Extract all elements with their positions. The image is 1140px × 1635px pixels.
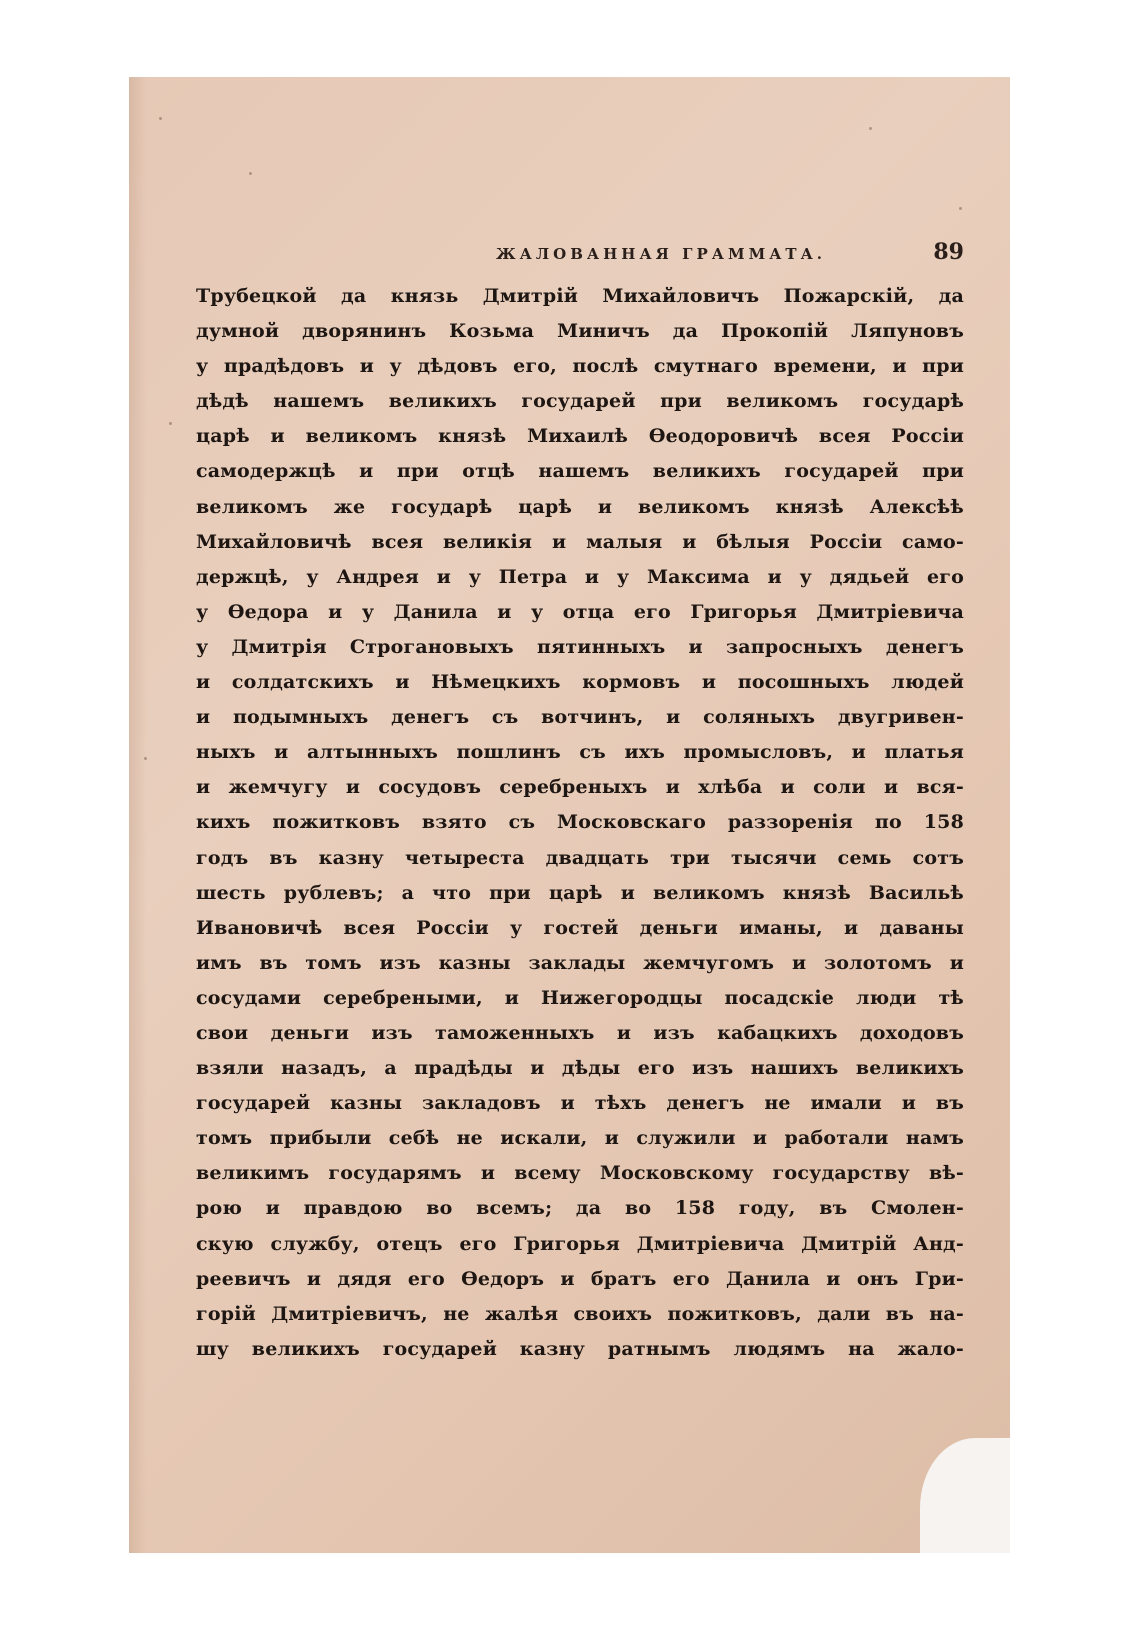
paper-speck <box>869 127 872 130</box>
text-line: и солдатскихъ и Нѣмецкихъ кормовъ и посошныхъ людей <box>196 671 964 694</box>
text-line: взяли назадъ, а прадѣды и дѣды его изъ нашихъ великихъ <box>196 1057 964 1080</box>
text-line: у Ѳедора и у Данила и у отца его Григорья Дмитріевича <box>196 600 964 623</box>
text-line: томъ прибыли себѣ не искали, и служили и работали намъ <box>196 1127 964 1150</box>
text-line: Ивановичѣ всея Россіи у гостей деньги иманы, и даваны <box>196 916 964 939</box>
text-line: царѣ и великомъ князѣ Михаилѣ Ѳеодоровичѣ всея Россіи <box>196 425 964 448</box>
page-number: 89 <box>933 239 964 265</box>
text-line: имъ въ томъ изъ казны заклады жемчугомъ и золотомъ и <box>196 951 964 974</box>
paper-speck <box>159 117 162 120</box>
paper-speck <box>144 757 147 760</box>
text-line: свои деньги изъ таможенныхъ и изъ кабацкихъ доходовъ <box>196 1021 964 1044</box>
text-line: шесть рублевъ; а что при царѣ и великомъ князѣ Васильѣ <box>196 881 964 904</box>
page-header <box>196 239 964 269</box>
text-line: великомъ же государѣ царѣ и великомъ князѣ Алексѣѣ <box>196 495 964 518</box>
text-line: годъ въ казну четыреста двадцать три тысячи семь сотъ <box>196 846 964 869</box>
paper-speck <box>959 207 962 210</box>
book-page <box>129 77 1010 1553</box>
body-text <box>196 279 964 1367</box>
text-line: шу великихъ государей казну ратнымъ людямъ на жало- <box>196 1337 964 1360</box>
text-line: Михайловичѣ всея великія и малыя и бѣлыя Россіи само- <box>196 530 964 553</box>
text-line: кихъ пожитковъ взято съ Московскаго раззоренія по 158 <box>196 811 964 834</box>
paper-speck <box>249 172 252 175</box>
text-line: горій Дмитріевичъ, не жалѣя своихъ пожитковъ, дали въ на- <box>196 1302 964 1325</box>
text-line: скую службу, отецъ его Григорья Дмитріевича Дмитрій Анд- <box>196 1232 964 1255</box>
text-line: великимъ государямъ и всему Московскому государству вѣ- <box>196 1162 964 1185</box>
text-line: рою и правдою во всемъ; да во 158 году, въ Смолен- <box>196 1197 964 1220</box>
worn-page-corner <box>920 1438 1010 1553</box>
text-line: Трубецкой да князь Дмитрій Михайловичъ Пожарскій, да <box>196 285 964 307</box>
text-line: ныхъ и алтынныхъ пошлинъ съ ихъ промысловъ, и платья <box>196 741 964 764</box>
text-line: самодержцѣ и при отцѣ нашемъ великихъ государей при <box>196 460 964 483</box>
text-line: государей казны закладовъ и тѣхъ денегъ не имали и въ <box>196 1092 964 1115</box>
text-line: и жемчугу и сосудовъ серебреныхъ и хлѣба и соли и вся- <box>196 776 964 799</box>
text-line: и подымныхъ денегъ съ вотчинъ, и соляныхъ двугривен- <box>196 706 964 729</box>
text-line: у прадѣдовъ и у дѣдовъ его, послѣ смутнаго времени, и при <box>196 355 964 378</box>
text-line: думной дворянинъ Козьма Миничъ да Прокопій Ляпуновъ <box>196 320 964 343</box>
text-line: у Дмитрія Строгановыхъ пятинныхъ и запросныхъ денегъ <box>196 635 964 658</box>
text-line: реевичъ и дядя его Ѳедоръ и братъ его Данила и онъ Гри- <box>196 1267 964 1290</box>
text-line: держцѣ, у Андрея и у Петра и у Максима и у дядьей его <box>196 565 964 588</box>
text-line: сосудами серебреными, и Нижегородцы посадскіе люди тѣ <box>196 986 964 1009</box>
running-head: ЖАЛОВАННАЯ ГРАММАТА. <box>496 245 827 263</box>
paper-speck <box>169 422 172 425</box>
text-line: дѣдѣ нашемъ великихъ государей при великомъ государѣ <box>196 390 964 413</box>
